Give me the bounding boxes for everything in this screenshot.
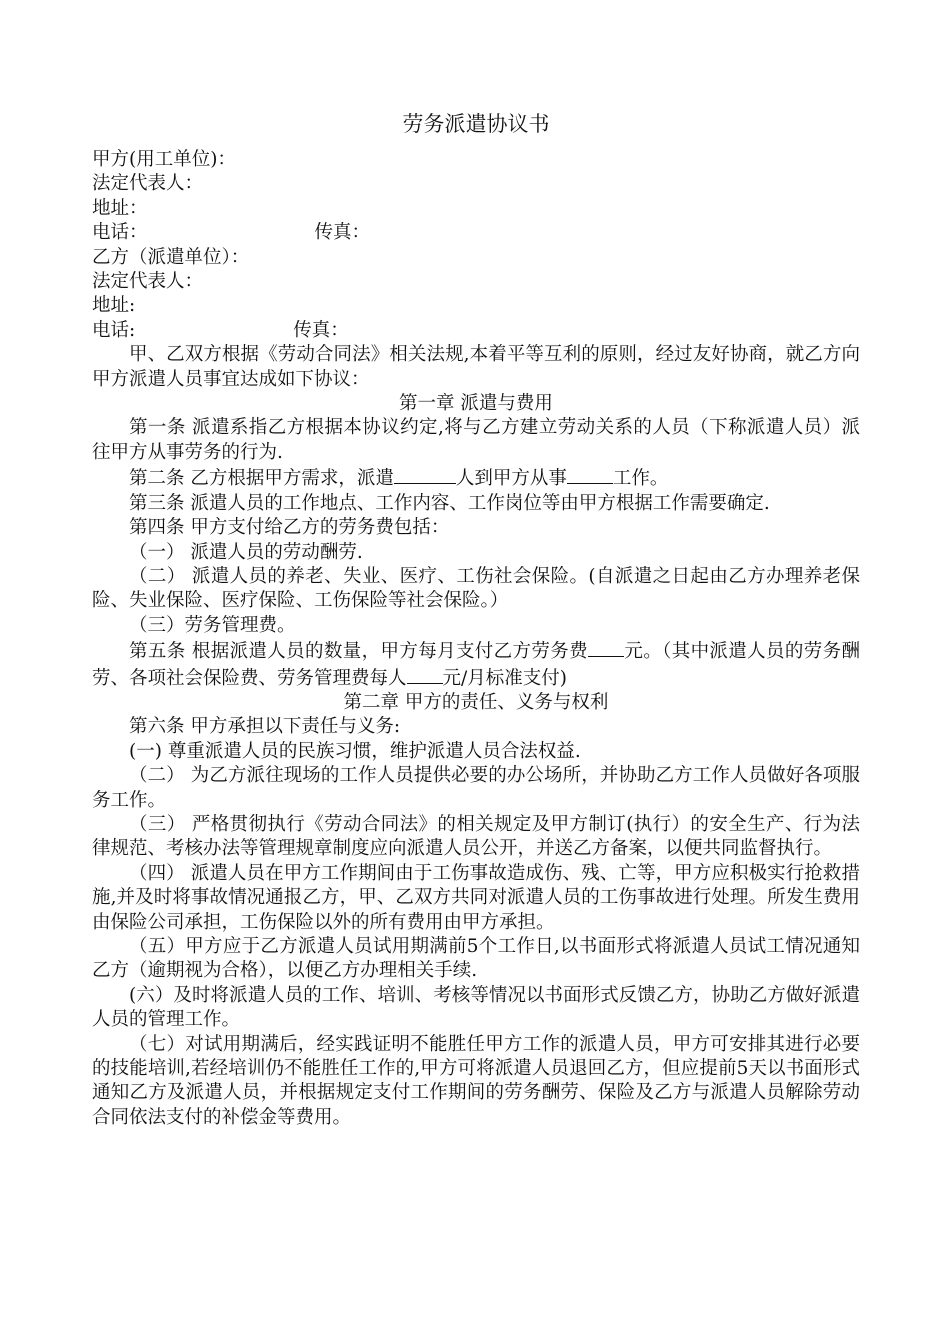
chapter-2-heading: 第二章 甲方的责任、义务与权利 (343, 691, 609, 713)
article-6-item-6: (六）及时将派遣人员的工作、培训、考核等情况以书面形式反馈乙方，协助乙方做好派遣人员的管理工作。 (92, 984, 860, 1031)
article-6-item-1: (一) 尊重派遣人员的民族习惯，维护派遣人员合法权益. (129, 740, 581, 762)
party-b-name: 乙方（派遣单位）： (92, 246, 250, 268)
party-a-representative: 法定代表人： (92, 173, 204, 195)
party-a-phone: 电话： (92, 222, 148, 244)
article-4-item-2: （二） 派遣人员的养老、失业、医疗、工伤社会保险。(自派遣之日起由乙方办理养老保险、失业保险、医疗保险、工伤保险等社会保险。） (92, 565, 860, 612)
party-a-address: 地址： (92, 197, 148, 219)
party-b-contact (92, 319, 860, 343)
article-2-part-a: 第二条 乙方根据甲方需求，派遣 (129, 468, 394, 490)
document-title: 劳务派遣协议书 (402, 112, 550, 136)
blank-job (567, 465, 613, 484)
article-5-part-b: 元。（其中派遣人员的劳务酬劳、各项社会保险费、劳务管理费每人 (92, 641, 860, 689)
party-b-representative: 法定代表人： (92, 271, 204, 293)
party-a-name: 甲方(用工单位)： (92, 149, 236, 170)
preamble: 甲、乙双方根据《劳动合同法》相关法规,本着平等互利的原则，经过友好协商，就乙方向甲方派遣人员事宜达成如下协议： (92, 344, 860, 390)
article-4-item-3: （三）劳务管理费。 (129, 614, 296, 636)
article-2 (92, 465, 860, 491)
party-b-phone: 电话: (92, 319, 136, 341)
blank-per-person-fee (407, 665, 443, 684)
article-6-item-4: （四） 派遣人员在甲方工作期间由于工伤事故造成伤、残、亡等，甲方应积极实行抢救措施,并及时将事故情况通报乙方，甲、乙双方共同对派遣人员的工伤事故进行处理。所发生费用由保险公司承担，工伤保险以外的所有费用由甲方承担。 (92, 862, 860, 933)
article-5-part-c: 元/月标准支付) (442, 667, 567, 689)
article-6: 第六条 甲方承担以下责任与义务: (129, 716, 401, 738)
article-5-part-a: 第五条 根据派遣人员的数量，甲方每月支付乙方劳务费 (129, 641, 588, 663)
article-5 (92, 638, 860, 691)
article-6-item-2: （二） 为乙方派往现场的工作人员提供必要的办公场所，并协助乙方工作人员做好各项服务工作。 (92, 765, 860, 811)
party-a-fax: 传真： (314, 222, 371, 244)
blank-headcount (394, 465, 456, 484)
party-b-address: 地址: (92, 295, 136, 317)
blank-monthly-fee (588, 638, 624, 657)
article-6-item-7: （七）对试用期满后，经实践证明不能胜任甲方工作的派遣人员，甲方可安排其进行必要的技能培训,若经培训仍不能胜任工作的,甲方可将派遣人员退回乙方，但应提前5天以书面形式通知乙方及派遣人员，并根据规定支付工作期间的劳务酬劳、保险及乙方与派遣人员解除劳动合同依法支付的补偿金等费用。 (92, 1033, 860, 1128)
article-4-item-1: （一） 派遣人员的劳动酬劳. (129, 541, 363, 563)
article-1: 第一条 派遣系指乙方根据本协议约定,将与乙方建立劳动关系的人员（下称派遣人员）派往甲方从事劳务的行为. (92, 417, 860, 463)
article-2-part-b: 人到甲方从事 (455, 468, 567, 490)
party-a-contact (92, 221, 860, 245)
article-6-item-5: （五）甲方应于乙方派遣人员试用期满前5个工作日,以书面形式将派遣人员试工情况通知乙方（逾期视为合格），以便乙方办理相关手续. (92, 936, 860, 982)
article-2-part-c: 工作。 (612, 468, 669, 490)
chapter-1-heading: 第一章 派遣与费用 (399, 393, 553, 415)
article-6-item-3: （三） 严格贯彻执行《劳动合同法》的相关规定及甲方制订(执行）的安全生产、行为法律规范、考核办法等管理规章制度应向派遣人员公开，并送乙方备案，以便共同监督执行。 (92, 813, 860, 860)
article-4: 第四条 甲方支付给乙方的劳务费包括： (129, 517, 450, 539)
party-b-fax: 传真： (293, 319, 349, 341)
article-3: 第三条 派遣人员的工作地点、工作内容、工作岗位等由甲方根据工作需要确定. (129, 492, 770, 514)
document-page (92, 106, 860, 1130)
